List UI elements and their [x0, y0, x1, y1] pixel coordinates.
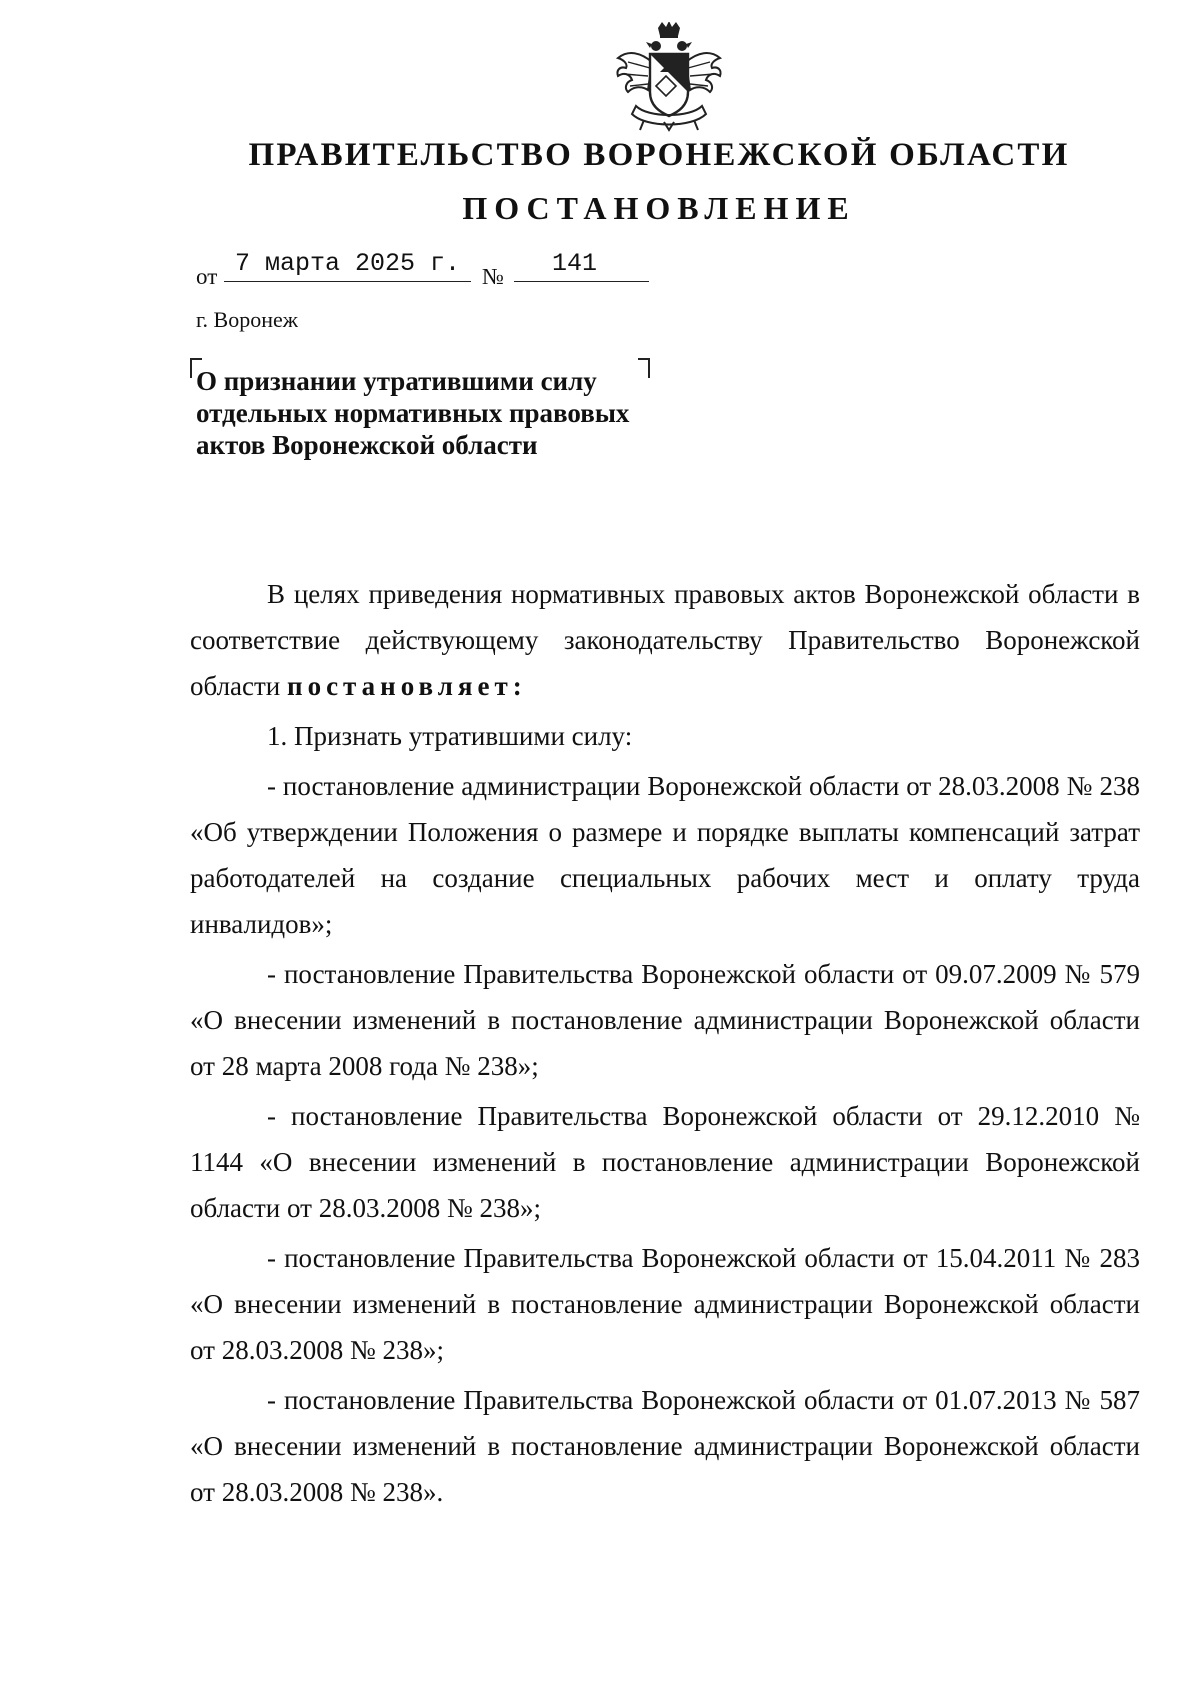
date-value: 7 марта 2025 г.: [224, 252, 471, 282]
date-prefix: от: [196, 264, 218, 289]
document-type: ПОСТАНОВЛЕНИЕ: [462, 190, 856, 226]
subject-line: актов Воронежской области: [196, 430, 538, 460]
repealed-act: - постановление администрации Воронежской области от 28.03.2008 № 238 «Об утверждении Положения о размере и порядке выплаты компенсаций затрат работодателей на создание специальных рабочих мест и оплату труда инвалидов»;: [190, 771, 1140, 939]
document-subject: [196, 365, 666, 461]
subject-line: отдельных нормативных правовых: [196, 398, 630, 428]
government-title: ПРАВИТЕЛЬСТВО ВОРОНЕЖСКОЙ ОБЛАСТИ: [248, 137, 1070, 173]
resolves-word: постановляет:: [287, 671, 527, 701]
coat-of-arms-icon: [610, 22, 728, 134]
document-body: [190, 571, 1140, 1515]
repealed-act: - постановление Правительства Воронежской области от 09.07.2009 № 579 «О внесении изменений в постановление администрации Воронежской области от 28 марта 2008 года № 238»;: [190, 959, 1140, 1081]
subject-line: О признании утратившими силу: [196, 366, 597, 396]
preamble-paragraph: [190, 571, 1140, 709]
number-prefix: №: [482, 264, 504, 289]
number-value: 141: [514, 252, 649, 282]
repealed-act: - постановление Правительства Воронежской области от 01.07.2013 № 587 «О внесении изменений в постановление администрации Воронежской области от 28.03.2008 № 238».: [190, 1385, 1140, 1507]
city: г. Воронеж: [196, 307, 298, 332]
date-number-line: [196, 249, 676, 292]
repealed-act: - постановление Правительства Воронежской области от 29.12.2010 № 1144 «О внесении изменений в постановление администрации Воронежской области от 28.03.2008 № 238»;: [190, 1101, 1140, 1223]
repealed-act: - постановление Правительства Воронежской области от 15.04.2011 № 283 «О внесении изменений в постановление администрации Воронежской области от 28.03.2008 № 238»;: [190, 1243, 1140, 1365]
preamble-text: В целях приведения нормативных правовых актов Воронежской области в соответствие действующему законодательству Правительство Воронежской области: [190, 579, 1140, 701]
item-1: 1. Признать утратившими силу:: [267, 721, 633, 751]
